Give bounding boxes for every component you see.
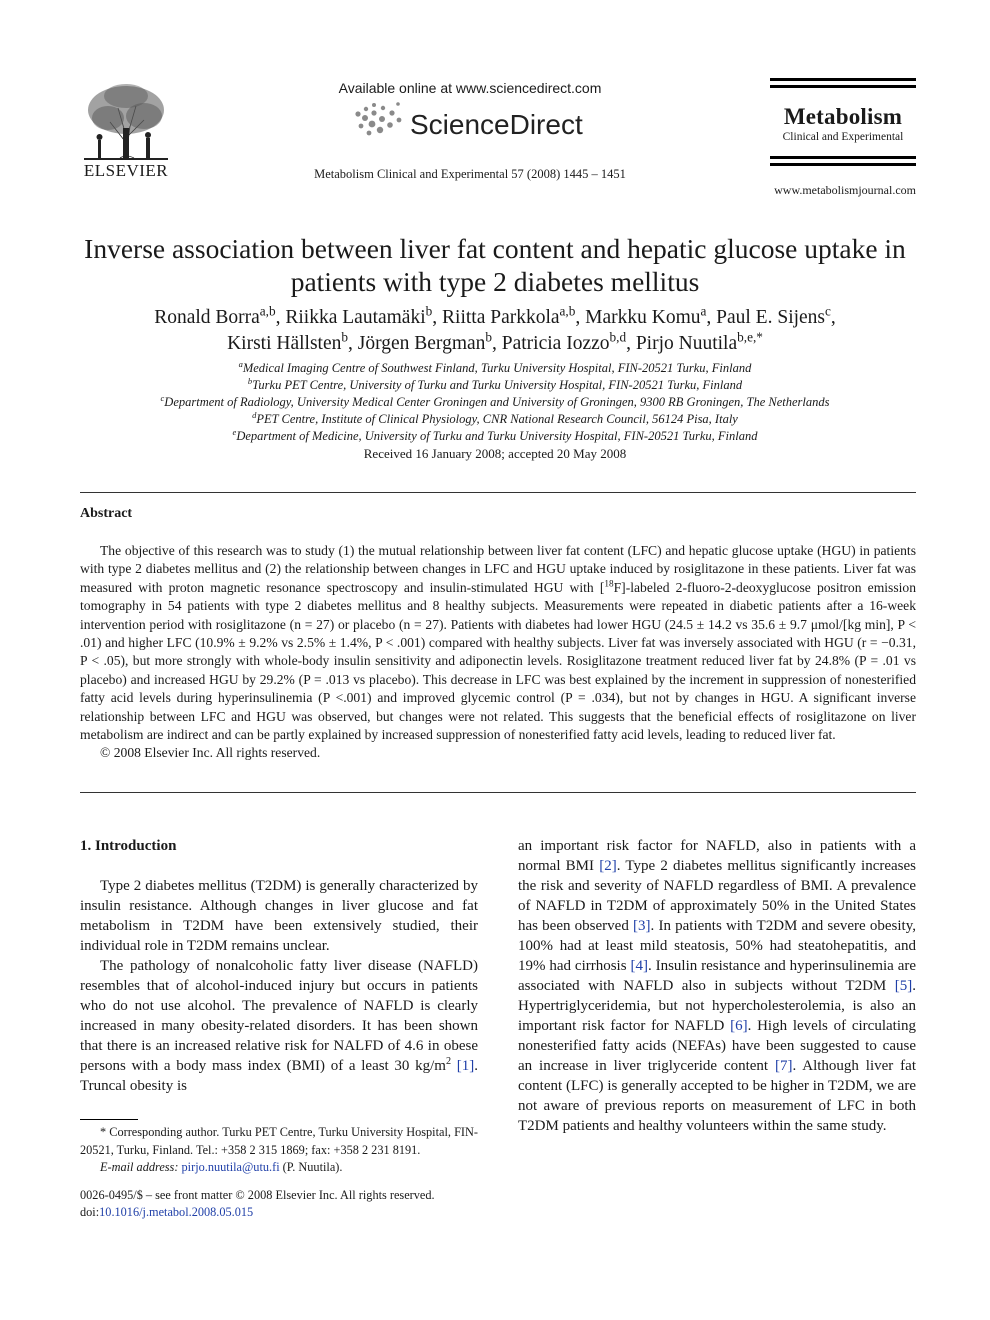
- email-line: [80, 1159, 478, 1177]
- intro-paragraph-2-continued: [518, 836, 916, 1136]
- affiliation-item: [70, 411, 920, 428]
- affiliation-label: e: [232, 426, 237, 437]
- intro-paragraph-1: Type 2 diabetes mellitus (T2DM) is generally characterized by insulin resistance. Although changes in liver glucose and fat metabolism in T2DM have been extensively studied, their individual role in T2DM remains unclear.: [80, 878, 478, 954]
- intro-cont-g: . Although liver fat content (LFC) is generally accepted to be higher in T2DM, we are not aware of previous reports on measurement of LFC in both T2DM patients and healthy volunteers within the same study.: [518, 1058, 916, 1134]
- author-affiliation-marker: c: [825, 303, 831, 319]
- journal-citation: Metabolism Clinical and Experimental 57 (2008) 1445 – 1451: [314, 167, 626, 181]
- abstract-top-rule: [80, 492, 916, 493]
- intro-cont-f: . High levels of circulating nonesterified fatty acids (NEFAs) have been suggested to cause an increase in liver triglyceride content: [518, 1018, 916, 1074]
- reference-link-4[interactable]: [4]: [630, 958, 648, 974]
- intro-cont-a: an important risk factor for NAFLD, also in patients with a normal BMI: [518, 838, 916, 874]
- author-name: Ronald Borra: [154, 307, 260, 328]
- abstract-bottom-rule: [80, 792, 916, 793]
- author-name: Riitta Parkkola: [442, 307, 560, 328]
- reference-link-6[interactable]: [6]: [730, 1018, 748, 1034]
- affiliation-label: d: [252, 409, 257, 420]
- author-affiliation-marker: b,d: [609, 329, 627, 345]
- left-column: [80, 876, 478, 1096]
- issn-line: 0026-0495/$ – see front matter © 2008 Elsevier Inc. All rights reserved.: [80, 1188, 435, 1202]
- author-affiliation-marker: a: [700, 303, 707, 319]
- author-affiliation-marker: b: [425, 303, 433, 319]
- author-affiliation-marker: b: [485, 329, 493, 345]
- affiliation-item: [70, 360, 920, 377]
- affiliation-item: [70, 394, 920, 411]
- abstract-heading: Abstract: [80, 506, 133, 521]
- author-affiliation-marker: b: [341, 329, 348, 345]
- journal-top-rule: [770, 78, 916, 81]
- right-column: [518, 836, 916, 1136]
- author-name: Jörgen Bergman: [357, 333, 486, 354]
- author-name: Paul E. Sijens: [716, 307, 826, 328]
- doi-link[interactable]: 10.1016/j.metabol.2008.05.015: [99, 1205, 254, 1219]
- doi-line: [80, 1204, 500, 1221]
- affiliation-list: [70, 360, 920, 445]
- author-list: [70, 305, 920, 357]
- author-name: Pirjo Nuutila: [635, 333, 738, 354]
- article-title: [70, 232, 920, 298]
- email-label: E-mail address:: [100, 1160, 179, 1174]
- affiliation-text: Department of Radiology, University Medical Center Groningen and University of Groningen, 9300 RB Groningen, The Netherlands: [164, 395, 830, 409]
- author-affiliation-marker: b,e,*: [737, 329, 763, 345]
- intro-paragraph-2: [80, 956, 478, 1096]
- journal-top-rule-2: [770, 85, 916, 88]
- affiliation-text: Turku PET Centre, University of Turku and Turku University Hospital, FIN-20521 Turku, Finland: [252, 378, 743, 392]
- affiliation-item: [70, 428, 920, 445]
- abstract-copyright: © 2008 Elsevier Inc. All rights reserved.: [100, 745, 321, 761]
- author-name: Kirsti Hällsten: [227, 333, 342, 354]
- reference-link-1[interactable]: [1]: [456, 1058, 475, 1074]
- affiliation-text: PET Centre, Institute of Clinical Physiology, CNR National Research Council, 56124 Pisa, Italy: [256, 412, 738, 426]
- journal-bottom-rule: [770, 156, 916, 159]
- reference-link-3[interactable]: [3]: [633, 918, 651, 934]
- email-suffix: (P. Nuutila).: [279, 1160, 343, 1174]
- abstract-text-part-1: The objective of this research was to study (1) the mutual relationship between liver fat content (LFC) and hepatic glucose uptake (HGU) in patients with type 2 diabetes mellitus and (2) the relationship between changes in LFC and HGU uptake induced by rosiglitazone in these patients. Liver fat was measured with proton magnetic resonance spectroscopy and insulin-stimulated HGU with [: [80, 543, 916, 595]
- affiliation-label: a: [238, 358, 243, 369]
- author-name: Patricia Iozzo: [501, 333, 610, 354]
- affiliation-item: [70, 377, 920, 394]
- email-link[interactable]: pirjo.nuutila@utu.fi: [181, 1160, 280, 1174]
- isotope-mass: 18: [604, 578, 614, 589]
- title-line-2: patients with type 2 diabetes mellitus: [290, 266, 700, 297]
- publisher-name: ELSEVIER: [83, 161, 169, 180]
- sciencedirect-wordmark: ScienceDirect: [410, 109, 583, 140]
- author-affiliation-marker: a,b: [559, 303, 576, 319]
- journal-subtitle: Clinical and Experimental: [782, 131, 904, 143]
- affiliation-text: Medical Imaging Centre of Southwest Finland, Turku University Hospital, FIN-20521 Turku, Finland: [242, 361, 752, 375]
- author-affiliation-marker: a,b: [259, 303, 276, 319]
- corresponding-author-footnote: [80, 1124, 478, 1177]
- intro-cont-c: . In patients with T2DM and severe obesity, 100% had at least mild steatosis, 50% had steatohepatitis, and 19% had cirrhosis: [518, 918, 916, 974]
- reference-link-5[interactable]: [5]: [894, 978, 913, 994]
- journal-url-link[interactable]: www.metabolismjournal.com: [774, 183, 916, 197]
- author-name: Riikka Lautamäki: [285, 307, 426, 328]
- intro-cont-b: . Type 2 diabetes mellitus significantly increases the risk and severity of NAFLD regardless of BMI. A prevalence of NAFLD in T2DM of approximately 50% in the United States has been observed: [518, 858, 916, 934]
- affiliation-text: Department of Medicine, University of Turku and Turku University Hospital, FIN-20521 Turku, Finland: [236, 429, 758, 443]
- superscript-2: 2: [445, 1056, 452, 1067]
- front-matter: [80, 1187, 500, 1221]
- footnote-rule: [80, 1119, 138, 1120]
- affiliation-label: c: [160, 392, 165, 403]
- affiliation-label: b: [247, 375, 253, 386]
- authors-line-2: Kirsti Hällsten$^b$, Jörgen Bergman$^b$, Patricia Iozzo$^{b,d}$, Pirjo Nuutila$^{b,e,*}$: [227, 329, 763, 354]
- intro-cont-e: . Hypertriglyceridemia, but not hypercholesterolemia, is also an important risk factor for NAFLD: [518, 978, 916, 1034]
- title-line-1: Inverse association between liver fat content and hepatic glucose uptake in: [84, 233, 906, 264]
- available-online-text[interactable]: Available online at www.sciencedirect.com: [338, 80, 602, 96]
- received-dates: Received 16 January 2008; accepted 20 May 2008: [363, 446, 627, 461]
- intro-cont-d: . Insulin resistance and hyperinsulinemia are associated with NAFLD also in subjects without T2DM: [518, 958, 917, 994]
- doi-label: doi:: [80, 1205, 100, 1219]
- sciencedirect-logo[interactable]: [352, 100, 592, 144]
- authors-line-1: Ronald Borra$^{a,b}$, Riikka Lautamäki$^b$, Riitta Parkkola$^{a,b}$, Markku Komu$^a$, Paul E. Sijens$^c$,: [154, 303, 836, 328]
- journal-bottom-rule-2: [770, 163, 916, 166]
- section-heading-introduction: 1. Introduction: [80, 838, 177, 854]
- reference-link-7[interactable]: [7]: [774, 1058, 793, 1074]
- abstract-text: [80, 542, 916, 744]
- journal-title: Metabolism: [783, 104, 903, 129]
- reference-link-2[interactable]: [2]: [599, 858, 617, 874]
- author-name: Markku Komu: [585, 307, 701, 328]
- abstract-text-part-2: F]-labeled 2-fluoro-2-deoxyglucose positron emission tomography in 54 patients with type 2 diabetes mellitus and 8 healthy subjects. Measurements were repeated in diabetic patients after a 16-week intervention period with rosiglitazone (n = 27) or placebo (n = 27). Patients with diabetes had lower HGU (24.5 ± 14.2 vs 35.6 ± 9.7 μmol/[kg min], P < .01) and higher LFC (10.9% ± 9.2% vs 2.5% ± 1.4%, P < .001) compared with healthy subjects. Liver fat was inversely associated with HGU (r = −0.31, P < .05), but more strongly with whole-body insulin sensitivity and adiponectin levels. Rosiglitazone treatment reduced liver fat by 24.8% (P = .01 vs placebo) and increased HGU by 29.2% (P = .013 vs placebo). This decrease in LFC was best explained by the increment in suppression of nonesterified fatty acid levels during hyperinsulinemia (P <.001) and improved glycemic control (P = .034), but not by changes in HGU. A significant inverse relationship between LFC and HGU was observed, but changes were not related. This suggests that the beneficial effects of rosiglitazone on liver metabolism are indirect and can be partly explained by increased suppression of nonesterified fatty acid levels, leading to reduced liver fat.: [80, 579, 916, 743]
- intro-p2-text: The pathology of nonalcoholic fatty liver disease (NAFLD) resembles that of alcohol-induced injury but occurs in patients who do not use alcohol. The prevalence of NAFLD is clearly increased in many obesity-related disorders. It has been shown that there is an increased relative risk for NALFD of 4.6 in obese persons with a body mass index (BMI) of a least 30 kg/m: [80, 958, 478, 1074]
- corresponding-author: * Corresponding author. Turku PET Centre, Turku University Hospital, FIN-20521, Turku, Finland. Tel.: +358 2 315 1869; fax: +358 2 231 8191.: [80, 1125, 478, 1157]
- intro-p2-tail: . Truncal obesity is: [80, 1058, 479, 1094]
- abstract-body: [80, 542, 916, 763]
